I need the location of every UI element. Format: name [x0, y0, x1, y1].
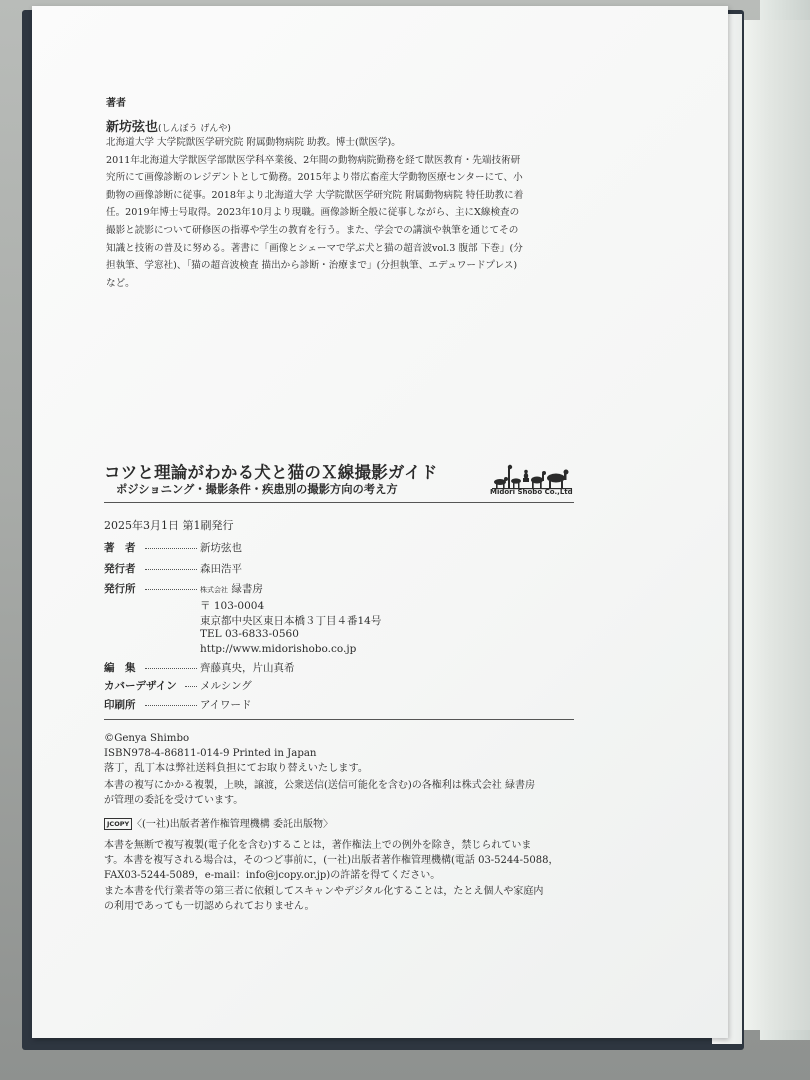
notice-line: 本書の複写にかかる複製，上映，譲渡，公衆送信(送信可能化を含む)の各権利は株式会社 緑書房 [104, 780, 535, 791]
cover-design-row [104, 678, 252, 693]
colophon-page [32, 6, 728, 1038]
printer-row [104, 697, 252, 712]
author-name-kana: (しんぼう げんや) [158, 124, 231, 134]
website-url: http://www.midorishobo.co.jp [200, 643, 357, 655]
editor-value: 齊藤真央，片山真希 [200, 662, 295, 674]
page-stack [740, 20, 810, 1030]
leader-dots [145, 668, 197, 669]
bio-line: 知識と技術の普及に努める。著書に「画像とシェーマで学ぶ犬と猫の超音波vol.3 腹部 下巻」(分 [106, 242, 523, 254]
bio-line: 北海道大学 大学院獣医学研究院 附属動物病院 助教。博士(獣医学)。 [106, 137, 401, 148]
bio-line: など。 [106, 277, 135, 289]
book-subtitle: ポジショニング・撮影条件・疾患別の撮影方向の考え方 [116, 483, 398, 496]
address: 東京都中央区東日本橋３丁目４番14号 [200, 615, 382, 627]
leader-dots [185, 686, 197, 687]
office-name: 緑書房 [231, 583, 263, 595]
leader-dots [145, 548, 197, 549]
cover-design-label: カバーデザイン [104, 680, 177, 692]
author-value: 新坊弦也 [200, 542, 242, 554]
copy-terms [104, 838, 558, 914]
terms-line: す。本書を複写される場合は，そのつど事前に，(一社)出版者著作権管理機構(電話 03-5244-5088， [104, 855, 559, 867]
author-name [106, 116, 231, 135]
copyright-block [104, 731, 368, 776]
jcopy-badge: JCOPY [104, 818, 132, 830]
publication-date: 2025年3月1日 第1刷発行 [104, 519, 234, 532]
issuer-label: 発行者 [104, 563, 136, 575]
author-label: 著 者 [104, 542, 136, 554]
author-bio [106, 134, 576, 292]
book-title: コツと理論がわかる犬と猫のＸ線撮影ガイド [104, 463, 438, 482]
office-label: 発行所 [104, 583, 136, 595]
leader-dots [145, 705, 197, 706]
terms-line: また本書を代行業者等の第三者に依頼してスキャンやデジタル化することは，たとえ個人や家庭内 [104, 885, 544, 897]
replacement-line: 落丁，乱丁本は弊社送料負担にてお取り替えいたします。 [104, 763, 369, 774]
phone: TEL 03-6833-0560 [200, 628, 299, 640]
bio-line: 動物の画像診断に従事。2018年より北海道大学 大学院獣医学研究院 附属動物病院 特任助教に着 [106, 189, 524, 201]
publisher-logo-text: Midori Shobo Co.,Ltd [490, 488, 573, 496]
bio-line: 2011年北海道大学獣医学部獣医学科卒業後、2年間の動物病院勤務を経て獣医教育・先端技術研 [106, 154, 521, 166]
jcopy-line: 〈(一社)出版者著作権管理機構 委託出版物〉 [132, 819, 333, 830]
author-name-text: 新坊弦也 [106, 120, 159, 135]
author-heading: 著者 [106, 98, 126, 109]
editor-row [104, 660, 295, 675]
terms-line: 本書を無断で複写複製(電子化を含む)することは，著作権法上での例外を除き，禁じられていま [104, 840, 532, 851]
bio-line: 究所にて画像診断のレジデントとして勤務。2015年より帯広畜産大学動物医療センターにて、小 [106, 172, 523, 184]
divider [104, 502, 574, 503]
notice-line: が管理の委託を受けています。 [104, 795, 244, 806]
office-value [200, 581, 263, 596]
office-row [104, 581, 263, 596]
author-row [104, 540, 242, 555]
isbn-line: ISBN978-4-86811-014-9 Printed in Japan [104, 748, 317, 759]
printer-value: アイワード [200, 699, 252, 711]
postal-code: 〒 103-0004 [200, 600, 265, 612]
office-prefix: 株式会社 [200, 586, 228, 594]
issuer-value: 森田浩平 [200, 563, 242, 575]
cover-design-value: メルシング [200, 680, 252, 692]
divider [104, 719, 574, 720]
leader-dots [145, 569, 197, 570]
bio-line: 担執筆、学窓社)、「猫の超音波検査 描出から診断・治療まで」(分担執筆、エデュワードプレス) [106, 260, 518, 272]
editor-label: 編 集 [104, 662, 136, 674]
bio-line: 撮影と読影について研修医の指導や学生の教育を行う。また、学会での講演や執筆を通じてその [106, 224, 519, 236]
leader-dots [145, 589, 197, 590]
issuer-row [104, 561, 242, 576]
bio-line: 任。2019年博士号取得。2023年10月より現職。画像診断全般に従事しながら、主にX線検査の [106, 207, 520, 219]
rights-notice [104, 778, 535, 808]
printer-label: 印刷所 [104, 699, 136, 711]
terms-line: の利用であっても一切認められておりません。 [104, 900, 315, 912]
copyright-line: ©Genya Shimbo [104, 733, 190, 744]
terms-line: FAX03-5244-5089，e-mail：info@jcopy.or.jp)の許諾を得てください。 [104, 870, 441, 882]
